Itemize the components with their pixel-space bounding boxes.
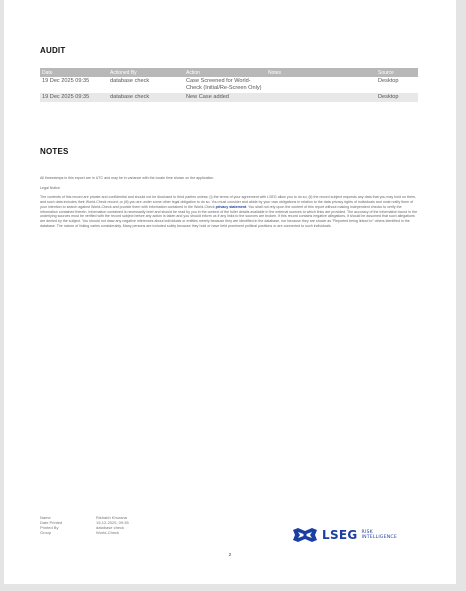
date-printed-value: 19-12-2025, 09:35 [96, 520, 129, 525]
legal-text-part-2: . You shall not rely upon the content of this report without making independent checks to verify the information contained therein. Information contained is necessarily brief and should be read by you in the context of the fuller details available in the external sources to which links are provided. The accuracy of the information found in the underlying sources must be verified with the record subject before any action is taken and you should inform us if any links to the sources are broken. If this record contains negative allegations, it should be assumed that such allegations are denied by the subject. You should not draw any negative inferences about individuals or entities merely because they are identified in the database, nor because they are shown as "Reported being linked to" others identified in the database. The nature of linking varies considerably. Many persons are included solely because they hold or have held prominent political positions or are connected to such individuals. [40, 204, 418, 228]
date-printed-label: Date Printed [40, 520, 63, 525]
document-page [4, 0, 456, 584]
legal-notice-text [40, 195, 418, 228]
header-actioned-by: Actioned By [108, 68, 184, 77]
name-value: Rishabh Khurana [96, 515, 127, 520]
cell-actioned-by: database check [110, 78, 150, 84]
table-row [40, 77, 418, 93]
cell-source: Desktop [378, 78, 399, 84]
printed-by-label: Printed By [40, 525, 59, 530]
header-action: Action [184, 68, 266, 77]
audit-table [40, 68, 418, 102]
logo-sub-intelligence: INTELLIGENCE [361, 535, 397, 540]
notes-body [40, 176, 418, 233]
cell-action: New Case added [184, 93, 266, 102]
header-date: Date [40, 68, 108, 77]
lseg-logo [292, 527, 397, 543]
audit-title: AUDIT [40, 46, 66, 55]
logo-subtitle [362, 530, 397, 540]
cell-source: Desktop [376, 93, 418, 102]
meta-group-row [40, 530, 129, 535]
lseg-emblem-icon [292, 527, 318, 543]
timezone-note: All timestamps in this export are in UTC and may be in variance with the locale time shown on the application [40, 176, 214, 180]
header-notes: Notes [266, 68, 376, 77]
name-label: Name [40, 515, 51, 520]
group-value: World-Check [96, 530, 120, 535]
cell-date: 19 Dec 2025 09:35 [40, 93, 108, 102]
cell-date: 19 Dec 2025 09:35 [42, 78, 90, 84]
legal-heading: Legal Notice [40, 185, 60, 190]
cell-actioned-by: database check [108, 93, 184, 102]
logo-sub-risk: RISK [361, 530, 373, 535]
header-source: Source [376, 68, 418, 77]
printed-by-value: database check [96, 525, 125, 530]
logo-wordmark: LSEG [322, 528, 358, 542]
print-metadata [40, 515, 129, 535]
page-number: 2 [228, 553, 232, 558]
cell-notes [266, 77, 376, 93]
notes-title: NOTES [40, 147, 69, 156]
group-label: Group [40, 530, 52, 535]
cell-notes [266, 93, 376, 102]
table-row [40, 93, 418, 102]
audit-header-row [40, 68, 418, 77]
cell-action: Case Screened for World-Check (Initial/Re-Screen Only) [186, 78, 262, 91]
legal-text-part-1: The contents of this record are private and confidential and should not be disclosed to third parties unless: (i) the terms of your agreement with LSEG allow you to do so; (ii) the record subject requests any data that you may hold on them, and such data includes their World-Check record; or (iii) you are under some other legal obligation to do so. You must consider and abide by your own obligations in relation to the data privacy rights of individuals and must notify them of your intention to search against World-Check and provide them with information contained in the World-Check [40, 195, 416, 209]
privacy-statement-link[interactable]: privacy statement [215, 204, 247, 209]
